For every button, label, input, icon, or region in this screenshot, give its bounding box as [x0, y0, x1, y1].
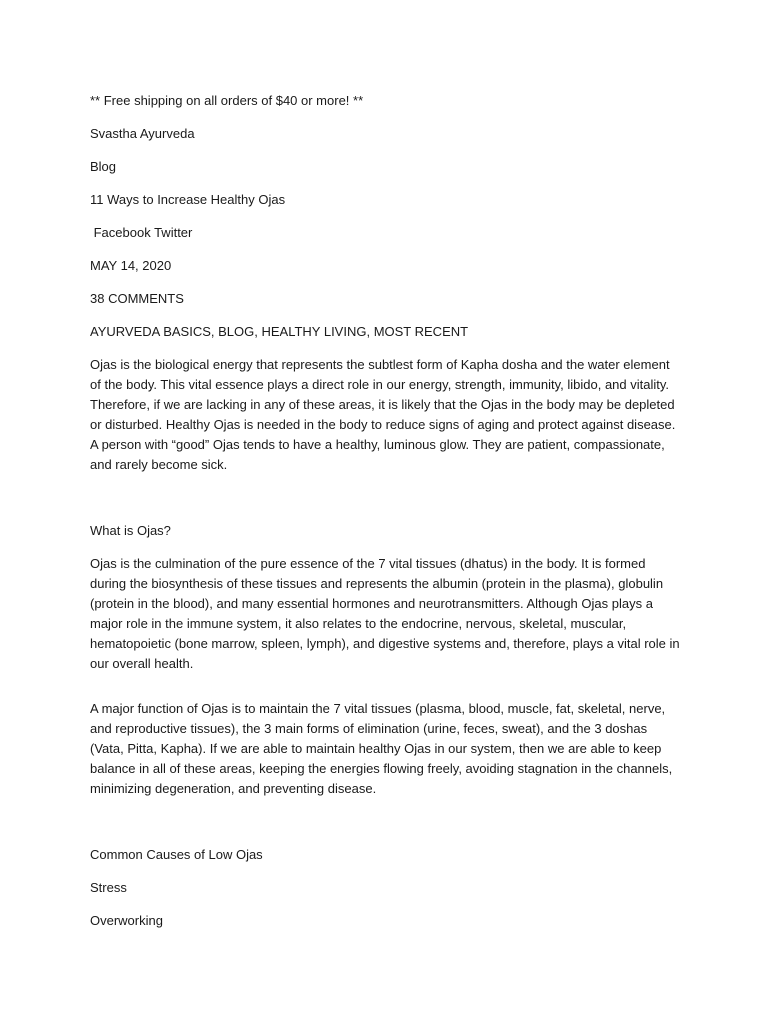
post-categories: AYURVEDA BASICS, BLOG, HEALTHY LIVING, MOST RECENT: [90, 324, 469, 339]
share-links: Facebook Twitter: [90, 225, 193, 240]
heading-causes: Common Causes of Low Ojas: [90, 847, 263, 862]
shipping-notice: ** Free shipping on all orders of $40 or more! **: [90, 93, 364, 108]
site-name: Svastha Ayurveda: [90, 126, 195, 141]
intro-paragraph: Ojas is the biological energy that represents the subtlest form of Kapha dosha and the water element of the body. This vital essence plays a direct role in our energy, strength, immunity, libido, and vitality. Therefore, if we are lacking in any of these areas, it is likely that the Ojas in the body may be depleted or disturbed. Healthy Ojas is needed in the body to reduce signs of aging and protect against disease. A person with “good” Ojas tends to have a healthy, luminous glow. They are patient, compassionate, and rarely become sick.: [90, 357, 676, 472]
section-label: Blog: [90, 159, 117, 174]
cause-item: Overworking: [90, 913, 163, 928]
cause-item: Stress: [90, 880, 127, 895]
function-paragraph: A major function of Ojas is to maintain the 7 vital tissues (plasma, blood, muscle, fat, skeletal, nerve, and reproductive tissues), the 3 main forms of elimination (urine, feces, sweat), and the 3 doshas (Vata, Pitta, Kapha). If we are able to maintain healthy Ojas in our system, then we are able to keep balance in all of these areas, keeping the energies flowing freely, avoiding stagnation in the channels, minimizing degeneration, and preventing disease.: [90, 701, 673, 796]
heading-what-is-ojas: What is Ojas?: [90, 523, 171, 538]
comment-count: 38 COMMENTS: [90, 291, 184, 306]
post-date: MAY 14, 2020: [90, 258, 172, 273]
article-title: 11 Ways to Increase Healthy Ojas: [90, 192, 286, 207]
what-is-ojas-paragraph: Ojas is the culmination of the pure essence of the 7 vital tissues (dhatus) in the body. It is formed during the biosynthesis of these tissues and represents the albumin (protein in the plasma), globulin (protein in the blood), and many essential hormones and neurotransmitters. Although Ojas plays a major role in the immune system, it also relates to the endocrine, nervous, skeletal, muscular, hematopoietic (bone marrow, spleen, lymph), and digestive systems and, therefore, plays a vital role in our overall health.: [90, 556, 680, 671]
